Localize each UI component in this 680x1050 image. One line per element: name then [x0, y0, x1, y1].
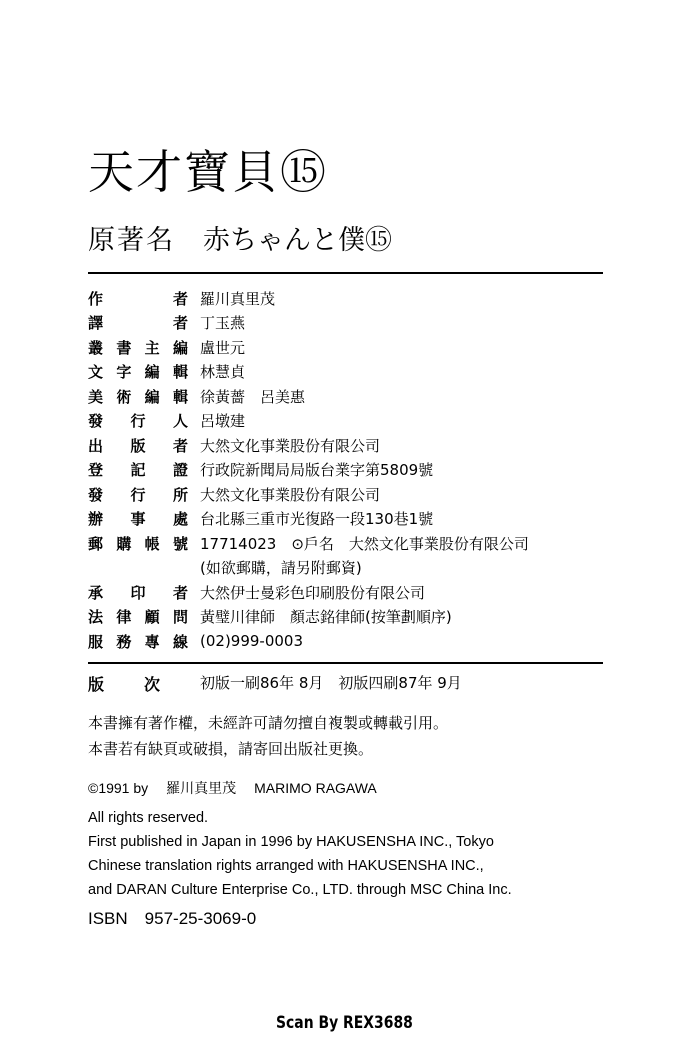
credit-row — [88, 605, 608, 630]
credit-value: 呂墩建 — [200, 412, 246, 431]
credit-label: 承印者 — [88, 583, 188, 602]
credit-label: 文字編輯 — [88, 363, 188, 382]
credit-row — [88, 384, 608, 409]
credit-row — [88, 507, 608, 532]
edition-info — [88, 672, 462, 695]
credit-value: 大然伊士曼彩色印刷股份有限公司 — [200, 583, 426, 602]
original-title-label: 原著名 — [88, 225, 175, 256]
rights-line: All rights reserved. — [88, 810, 209, 826]
credit-row — [88, 580, 608, 605]
edition-label: 版 次 — [88, 675, 160, 694]
credit-label: 美術編輯 — [88, 387, 188, 406]
credit-row — [88, 458, 608, 483]
original-title-value: 赤ちゃんと僕⑮ — [203, 225, 392, 256]
credit-label: 出版者 — [88, 436, 188, 455]
credit-row — [88, 482, 608, 507]
credit-row — [88, 629, 608, 654]
credit-row — [88, 531, 608, 556]
edition-value: 初版一刷86年 8月 初版四刷87年 9月 — [200, 674, 462, 692]
divider-bottom — [88, 662, 603, 664]
credit-value: 盧世元 — [200, 338, 246, 357]
notice-line: 本書若有缺頁或破損，請寄回出版社更換。 — [88, 740, 374, 758]
credit-value: 林慧貞 — [200, 363, 246, 382]
credit-label: 發行所 — [88, 485, 188, 504]
book-title: 天才寶貝⑮ — [88, 145, 328, 199]
credit-value: 徐黃薔 呂美惠 — [200, 387, 306, 406]
copyright-author-en: MARIMO RAGAWA — [254, 780, 377, 796]
credit-label: 譯 者 — [88, 314, 188, 333]
credit-value: 黃璧川律師 顏志銘律師(按筆劃順序) — [200, 608, 452, 627]
isbn: ISBN 957-25-3069-0 — [88, 909, 257, 928]
credit-value: 大然文化事業股份有限公司 — [200, 436, 381, 455]
scan-credit: Scan By REX3688 — [276, 1013, 413, 1033]
copyright-line — [88, 778, 377, 798]
credit-value: 台北縣三重市光復路一段130巷1號 — [200, 510, 434, 529]
credit-row — [88, 286, 608, 311]
copyright-notice — [88, 710, 448, 762]
copyright-author-jp: 羅川真里茂 — [166, 780, 237, 796]
credit-value: (02)999-0003 — [200, 632, 304, 651]
credit-row — [88, 409, 608, 434]
credit-label: 法律顧問 — [88, 608, 188, 627]
credit-label: 登記證 — [88, 461, 188, 480]
original-title — [88, 224, 392, 258]
rights-line: Chinese translation rights arranged with HAKUSENSHA INC., — [88, 858, 484, 874]
rights-line: First published in Japan in 1996 by HAKUSENSHA INC., Tokyo — [88, 834, 494, 850]
credit-row — [88, 433, 608, 458]
divider-top — [88, 272, 603, 274]
rights-statement — [88, 806, 512, 902]
credit-row — [88, 360, 608, 385]
credit-value: 行政院新聞局局版台業字第5809號 — [200, 461, 434, 480]
credits-table — [88, 286, 608, 654]
credit-value: 大然文化事業股份有限公司 — [200, 485, 381, 504]
copyright-year: ©1991 by — [88, 780, 149, 796]
credit-row — [88, 335, 608, 360]
credit-row-continuation — [88, 556, 608, 581]
credit-value: (如欲郵購，請另附郵資) — [200, 559, 362, 578]
credit-label: 辦事處 — [88, 510, 188, 529]
rights-line: and DARAN Culture Enterprise Co., LTD. through MSC China Inc. — [88, 882, 512, 898]
credit-label: 作 者 — [88, 289, 188, 308]
credit-value: 丁玉燕 — [200, 314, 246, 333]
credit-value: 羅川真里茂 — [200, 289, 276, 308]
credit-label: 發行人 — [88, 412, 188, 431]
credit-label: 服務專線 — [88, 632, 188, 651]
credit-value: 17714023 ⊙戶名 大然文化事業股份有限公司 — [200, 534, 529, 553]
notice-line: 本書擁有著作權，未經許可請勿擅自複製或轉載引用。 — [88, 714, 449, 732]
credit-label: 郵購帳號 — [88, 534, 188, 553]
credit-row — [88, 311, 608, 336]
credit-label: 叢書主編 — [88, 338, 188, 357]
